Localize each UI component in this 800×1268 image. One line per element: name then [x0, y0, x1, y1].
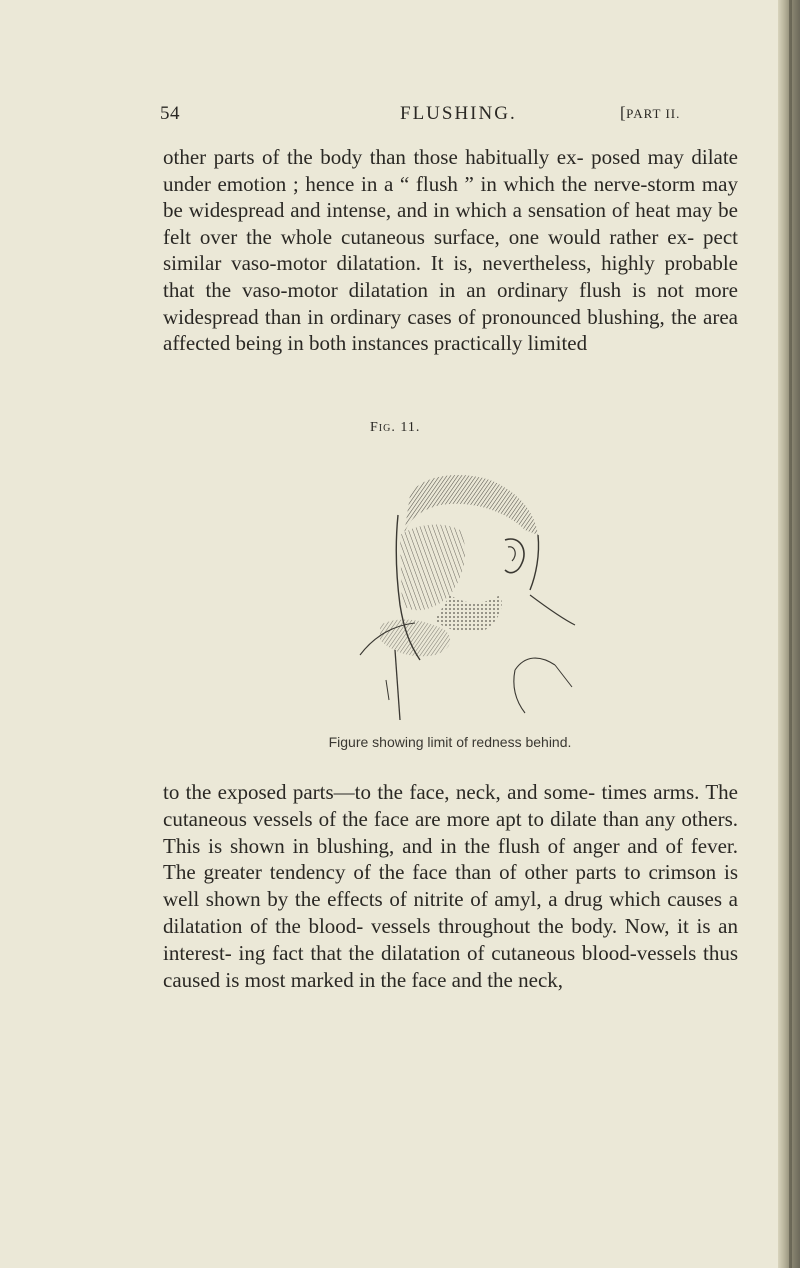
head-back-engraving-illustration [300, 455, 600, 720]
page-number: 54 [160, 103, 180, 124]
part-text: PART II. [626, 106, 681, 121]
figure-drawing [300, 455, 600, 720]
part-bracket: [ [620, 103, 627, 122]
running-title: FLUSHING. [400, 103, 517, 124]
running-header [160, 103, 730, 133]
figure-label: Fig. 11. [370, 420, 421, 435]
binding-stripe [789, 0, 792, 1268]
part-label [620, 103, 680, 123]
figure-caption: Figure showing limit of redness behind. [328, 734, 572, 750]
page-edge-binding [778, 0, 800, 1268]
paragraph-2: to the exposed parts—to the face, neck, and some- times arms. The cutaneous vessels of the face are more apt to dilate than any others. This is shown in blushing, and in the flush of anger and of fever. The greater tendency of the face than of other parts to crimson is well shown by the effects of nitrite of amyl, a drug which causes a dilatation of the blood- vessels throughout the body. Now, it is an interest- ing fact that the dilatation of cutaneous blood-vessels thus caused is most marked in the face and the neck, [163, 780, 738, 992]
paragraph-1: other parts of the body than those habitually ex- posed may dilate under emotion ; hence in a “ flush ” in which the nerve-storm may be widespread and intense, and in which a sensation of heat may be felt over the whole cutaneous surface, one would rather ex- pect similar vaso-motor dilatation. It is, nevertheless, highly probable that the vaso-motor dilatation in an ordinary flush is not more widespread than in ordinary cases of pronounced blushing, the area affected being in both instances practically limited [163, 145, 738, 356]
